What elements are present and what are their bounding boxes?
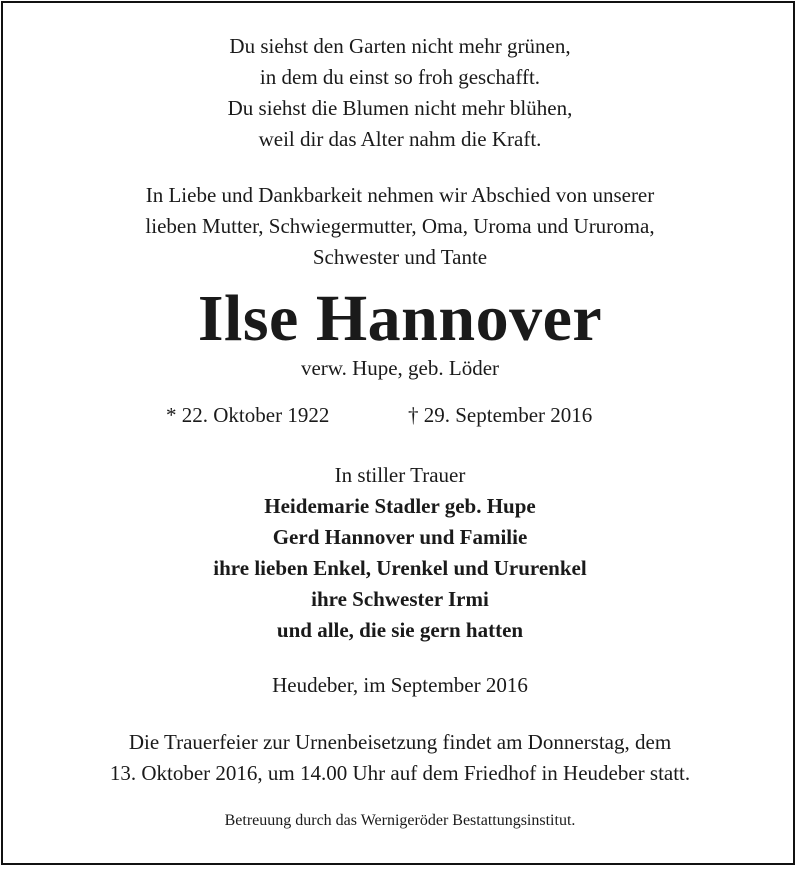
poem-line: weil dir das Alter nahm die Kraft. xyxy=(258,127,542,151)
death-date: † 29. September 2016 xyxy=(408,403,593,427)
intro-line: lieben Mutter, Schwiegermutter, Oma, Uroma und Ururoma, xyxy=(145,214,655,238)
mourner-name: und alle, die sie gern hatten xyxy=(276,618,524,642)
mourner-name: ihre lieben Enkel, Urenkel und Ururenkel xyxy=(213,556,587,580)
undertaker-note: Betreuung durch das Wernigeröder Bestattungsinstitut. xyxy=(224,812,576,829)
intro-line: In Liebe und Dankbarkeit nehmen wir Abschied von unserer xyxy=(145,183,655,207)
place-date: Heudeber, im September 2016 xyxy=(272,673,528,697)
poem-line: Du siehst den Garten nicht mehr grünen, xyxy=(229,34,571,58)
poem-line: in dem du einst so froh geschafft. xyxy=(259,65,541,89)
mourner-name: ihre Schwester Irmi xyxy=(311,587,489,611)
maiden-names: verw. Hupe, geb. Löder xyxy=(300,356,500,380)
ceremony-line: 13. Oktober 2016, um 14.00 Uhr auf dem Friedhof in Heudeber statt. xyxy=(109,761,691,785)
deceased-name: Ilse Hannover xyxy=(197,282,603,355)
birth-date: * 22. Oktober 1922 xyxy=(166,403,330,427)
mourner-name: Gerd Hannover und Familie xyxy=(272,525,528,549)
mourner-name: Heidemarie Stadler geb. Hupe xyxy=(264,494,536,518)
mourners-heading: In stiller Trauer xyxy=(334,463,466,487)
ceremony-line: Die Trauerfeier zur Urnenbeisetzung findet am Donnerstag, dem xyxy=(128,730,672,754)
intro-line: Schwester und Tante xyxy=(312,245,488,269)
poem-line: Du siehst die Blumen nicht mehr blühen, xyxy=(227,96,573,120)
